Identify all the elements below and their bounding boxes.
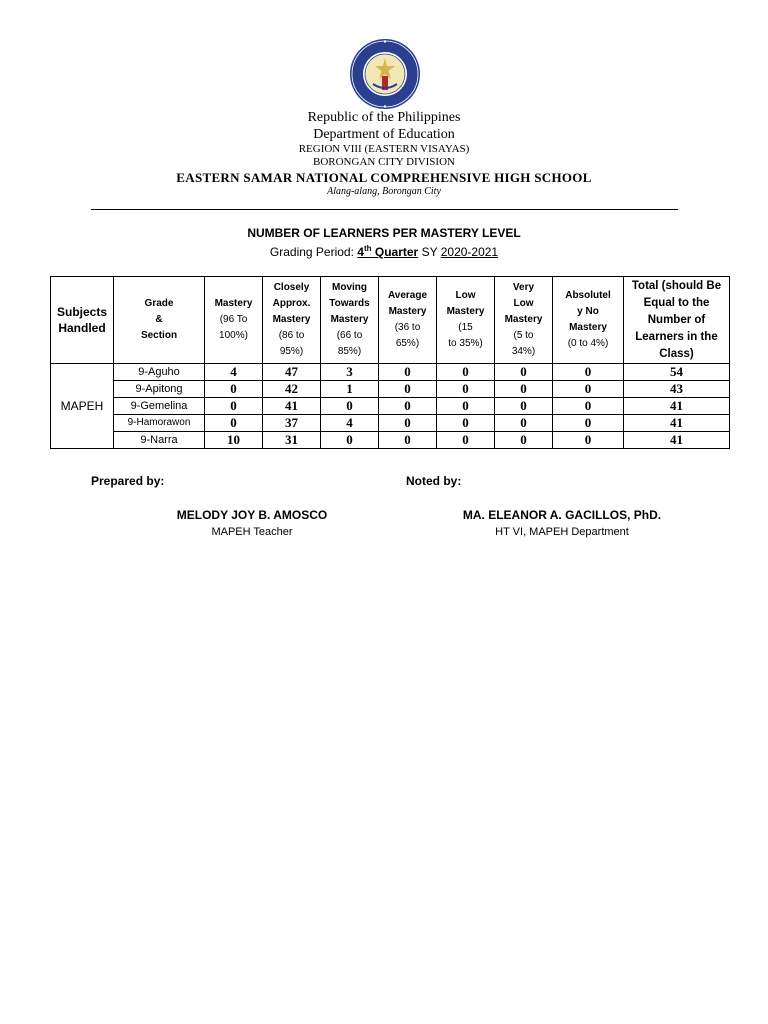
count-cell: 41 bbox=[624, 432, 730, 449]
report-title: NUMBER OF LEARNERS PER MASTERY LEVEL bbox=[247, 226, 521, 240]
count-cell: 31 bbox=[263, 432, 321, 449]
header-line: (86 to bbox=[278, 330, 305, 341]
header-line: Total (should Be bbox=[631, 279, 722, 292]
header-division: BORONGAN CITY DIVISION bbox=[313, 156, 455, 168]
header-line: Low bbox=[455, 290, 476, 301]
count-cell: 4 bbox=[321, 415, 379, 432]
count-cell: 0 bbox=[379, 432, 437, 449]
count-cell: 41 bbox=[624, 415, 730, 432]
section-cell: 9-Gemelina bbox=[114, 398, 205, 415]
header-line: Mastery bbox=[569, 322, 607, 333]
count-cell: 0 bbox=[379, 398, 437, 415]
count-cell: 1 bbox=[321, 381, 379, 398]
count-cell: 0 bbox=[553, 364, 624, 381]
header-mastery bbox=[205, 277, 263, 364]
preparer-title: MAPEH Teacher bbox=[211, 526, 293, 538]
header-line: (5 to bbox=[513, 330, 534, 341]
count-cell: 43 bbox=[624, 381, 730, 398]
header-grade-section bbox=[114, 277, 205, 364]
header-moving-towards-mastery bbox=[321, 277, 379, 364]
count-cell: 0 bbox=[495, 415, 553, 432]
count-cell: 0 bbox=[321, 432, 379, 449]
count-cell: 3 bbox=[321, 364, 379, 381]
count-cell: 4 bbox=[205, 364, 263, 381]
count-cell: 0 bbox=[553, 415, 624, 432]
header-line: 95%) bbox=[279, 346, 304, 357]
count-cell: 0 bbox=[495, 398, 553, 415]
header-address: Alang-alang, Borongan City bbox=[327, 186, 441, 197]
header-line: & bbox=[155, 314, 163, 325]
header-line: Mastery bbox=[272, 314, 311, 325]
table-row bbox=[51, 398, 730, 415]
header-absolutely-no-mastery bbox=[553, 277, 624, 364]
header-line: 100%) bbox=[219, 330, 248, 341]
header-line: Towards bbox=[329, 298, 370, 309]
count-cell: 37 bbox=[263, 415, 321, 432]
header-line: Grade bbox=[144, 298, 174, 309]
header-line: Mastery bbox=[388, 306, 427, 317]
header-line: Average bbox=[387, 290, 428, 301]
section-cell: 9-Narra bbox=[114, 432, 205, 449]
count-cell: 0 bbox=[553, 381, 624, 398]
count-cell: 47 bbox=[263, 364, 321, 381]
header-line: Handled bbox=[58, 321, 106, 335]
header-line: (15 bbox=[458, 322, 473, 333]
header-subjects bbox=[51, 277, 114, 364]
header-line: 34%) bbox=[511, 346, 536, 357]
table-row bbox=[51, 432, 730, 449]
noter-name: MA. ELEANOR A. GACILLOS, PhD. bbox=[462, 508, 662, 522]
header-line: Mastery bbox=[446, 306, 485, 317]
section-cell: 9-Apitong bbox=[114, 381, 205, 398]
count-cell: 0 bbox=[437, 381, 495, 398]
school-year-value: 2020-2021 bbox=[440, 245, 499, 259]
header-line: (36 to bbox=[394, 322, 421, 333]
count-cell: 0 bbox=[437, 364, 495, 381]
header-total bbox=[624, 277, 730, 364]
grading-period-label: Grading Period: bbox=[269, 245, 354, 259]
header-line: 65%) bbox=[395, 338, 420, 349]
section-cell: 9-Hamorawon bbox=[114, 415, 205, 432]
header-average-mastery bbox=[379, 277, 437, 364]
count-cell: 0 bbox=[321, 398, 379, 415]
count-cell: 0 bbox=[205, 398, 263, 415]
table-row bbox=[51, 415, 730, 432]
count-cell: 0 bbox=[379, 381, 437, 398]
header-line: Number of bbox=[647, 313, 706, 326]
header-department: Department of Education bbox=[313, 127, 455, 142]
header-line: (0 to 4%) bbox=[567, 338, 609, 349]
header-line: Mastery bbox=[330, 314, 369, 325]
header-line: Low bbox=[513, 298, 534, 309]
grading-period-value: 4th Quarter bbox=[357, 244, 419, 259]
header-closely-approx-mastery bbox=[263, 277, 321, 364]
count-cell: 42 bbox=[263, 381, 321, 398]
noter-title: HT VI, MAPEH Department bbox=[495, 526, 629, 538]
count-cell: 0 bbox=[205, 415, 263, 432]
header-line: Approx. bbox=[272, 298, 311, 309]
header-line: Equal to the bbox=[643, 296, 710, 309]
count-cell: 41 bbox=[263, 398, 321, 415]
header-line: to 35%) bbox=[448, 338, 483, 349]
count-cell: 0 bbox=[553, 432, 624, 449]
table-row bbox=[51, 364, 730, 381]
deped-seal-logo bbox=[349, 38, 421, 110]
preparer-name: MELODY JOY B. AMOSCO bbox=[176, 508, 328, 522]
header-line: Moving bbox=[332, 282, 367, 293]
subject-cell: MAPEH bbox=[51, 364, 114, 449]
count-cell: 0 bbox=[495, 364, 553, 381]
header-line: Mastery bbox=[504, 314, 543, 325]
header-republic: Republic of the Philippines bbox=[307, 110, 461, 125]
header-very-low-mastery bbox=[495, 277, 553, 364]
count-cell: 10 bbox=[205, 432, 263, 449]
header-line: Very bbox=[512, 282, 535, 293]
header-line: Subjects bbox=[56, 305, 107, 319]
count-cell: 0 bbox=[205, 381, 263, 398]
section-cell: 9-Aguho bbox=[114, 364, 205, 381]
mastery-level-table bbox=[50, 276, 730, 449]
count-cell: 41 bbox=[624, 398, 730, 415]
count-cell: 0 bbox=[495, 381, 553, 398]
header-line: Class) bbox=[659, 347, 694, 360]
table-header-row bbox=[51, 277, 730, 364]
count-cell: 0 bbox=[495, 432, 553, 449]
count-cell: 0 bbox=[379, 364, 437, 381]
count-cell: 0 bbox=[553, 398, 624, 415]
grading-period-line bbox=[0, 244, 768, 259]
header-line: Section bbox=[140, 330, 178, 341]
header-line: (96 To bbox=[219, 314, 248, 325]
header-low-mastery bbox=[437, 277, 495, 364]
count-cell: 54 bbox=[624, 364, 730, 381]
table-body bbox=[51, 364, 730, 449]
count-cell: 0 bbox=[437, 415, 495, 432]
count-cell: 0 bbox=[437, 398, 495, 415]
header-divider bbox=[91, 209, 678, 210]
header-line: Absolutel bbox=[565, 290, 611, 301]
header-line: 85%) bbox=[337, 346, 362, 357]
header-line: Learners in the bbox=[635, 330, 718, 343]
noted-by-label: Noted by: bbox=[406, 474, 462, 488]
header-school-name: EASTERN SAMAR NATIONAL COMPREHENSIVE HIGH SCHOOL bbox=[176, 170, 592, 185]
header-line: y No bbox=[577, 306, 599, 317]
count-cell: 0 bbox=[379, 415, 437, 432]
header-region: REGION VIII (EASTERN VISAYAS) bbox=[298, 143, 470, 155]
school-year-label: SY bbox=[421, 245, 438, 259]
table-row bbox=[51, 381, 730, 398]
header-line: (66 to bbox=[336, 330, 363, 341]
prepared-by-label: Prepared by: bbox=[91, 474, 165, 488]
header-line: Mastery bbox=[214, 298, 253, 309]
header-line: Closely bbox=[273, 282, 310, 293]
count-cell: 0 bbox=[437, 432, 495, 449]
